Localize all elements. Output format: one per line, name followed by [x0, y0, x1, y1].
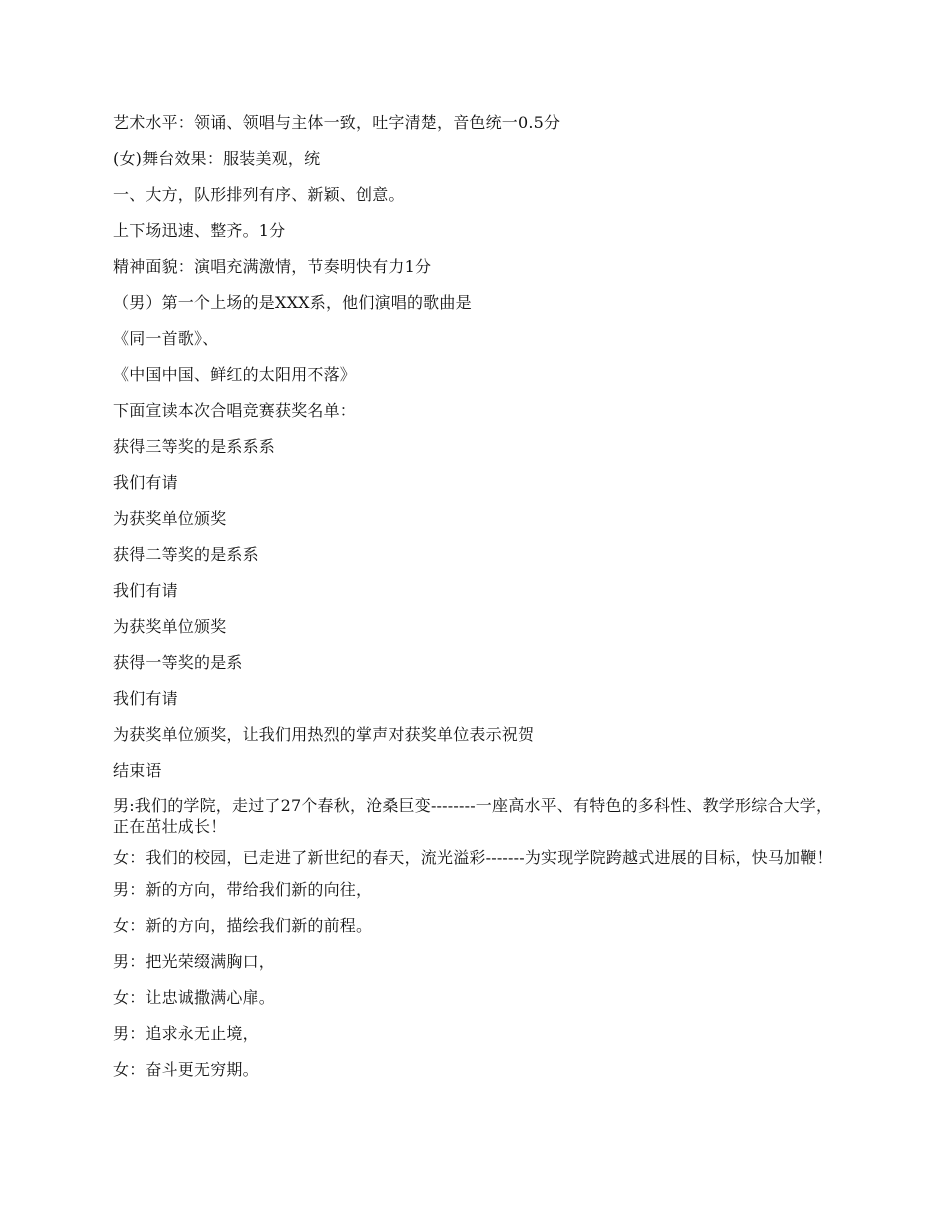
text-line-third-prize: 获得三等奖的是系系系 [113, 437, 276, 456]
text-line-entrance: 上下场迅速、整齐。1分 [113, 221, 286, 240]
text-line-spirit: 精神面貌：演唱充满激情，节奏明快有力1分 [113, 257, 432, 276]
text-line-first-performer: （男）第一个上场的是XXX系，他们演唱的歌曲是 [113, 293, 472, 312]
text-line-first-prize: 获得一等奖的是系 [113, 653, 243, 672]
closing-line-2: 女：新的方向，描绘我们新的前程。 [113, 916, 373, 935]
closing-line-5: 男：追求永无止境， [113, 1024, 259, 1043]
text-line-present-award-3: 为获奖单位颁奖，让我们用热烈的掌声对获奖单位表示祝贺 [113, 725, 535, 744]
text-line-invite-1: 我们有请 [113, 473, 178, 492]
text-line-art-level: 艺术水平：领诵、领唱与主体一致，吐字清楚，音色统一0.5分 [113, 113, 561, 132]
text-line-formation: 一、大方，队形排列有序、新颖、创意。 [113, 185, 405, 204]
text-line-song-1: 《同一首歌》、 [113, 329, 219, 348]
text-line-invite-3: 我们有请 [113, 689, 178, 708]
text-line-present-award-1: 为获奖单位颁奖 [113, 509, 227, 528]
closing-line-3: 男：把光荣缀满胸口， [113, 952, 276, 971]
paragraph-female-speech: 女：我们的校园，已走进了新世纪的春天，流光溢彩-------为实现学院跨越式进展的目标，快马加鞭！ [113, 848, 833, 867]
section-heading-closing: 结束语 [113, 761, 162, 780]
text-line-stage-effect: (女)舞台效果：服装美观，统 [113, 149, 321, 168]
text-line-song-2: 《中国中国、鲜红的太阳用不落》 [113, 365, 357, 384]
closing-line-4: 女：让忠诚撒满心扉。 [113, 988, 276, 1007]
text-line-award-announcement: 下面宣读本次合唱竞赛获奖名单： [113, 401, 357, 420]
paragraph-male-speech: 男:我们的学院，走过了27个春秋，沧桑巨变--------一座高水平、有特色的多科性、教学形综合大学，正在茁壮成长！ [113, 796, 833, 836]
document-body [113, 111, 843, 1094]
text-line-present-award-2: 为获奖单位颁奖 [113, 617, 227, 636]
closing-line-6: 女：奋斗更无穷期。 [113, 1060, 259, 1079]
closing-line-1: 男：新的方向，带给我们新的向往， [113, 880, 373, 899]
text-line-second-prize: 获得二等奖的是系系 [113, 545, 259, 564]
text-line-invite-2: 我们有请 [113, 581, 178, 600]
